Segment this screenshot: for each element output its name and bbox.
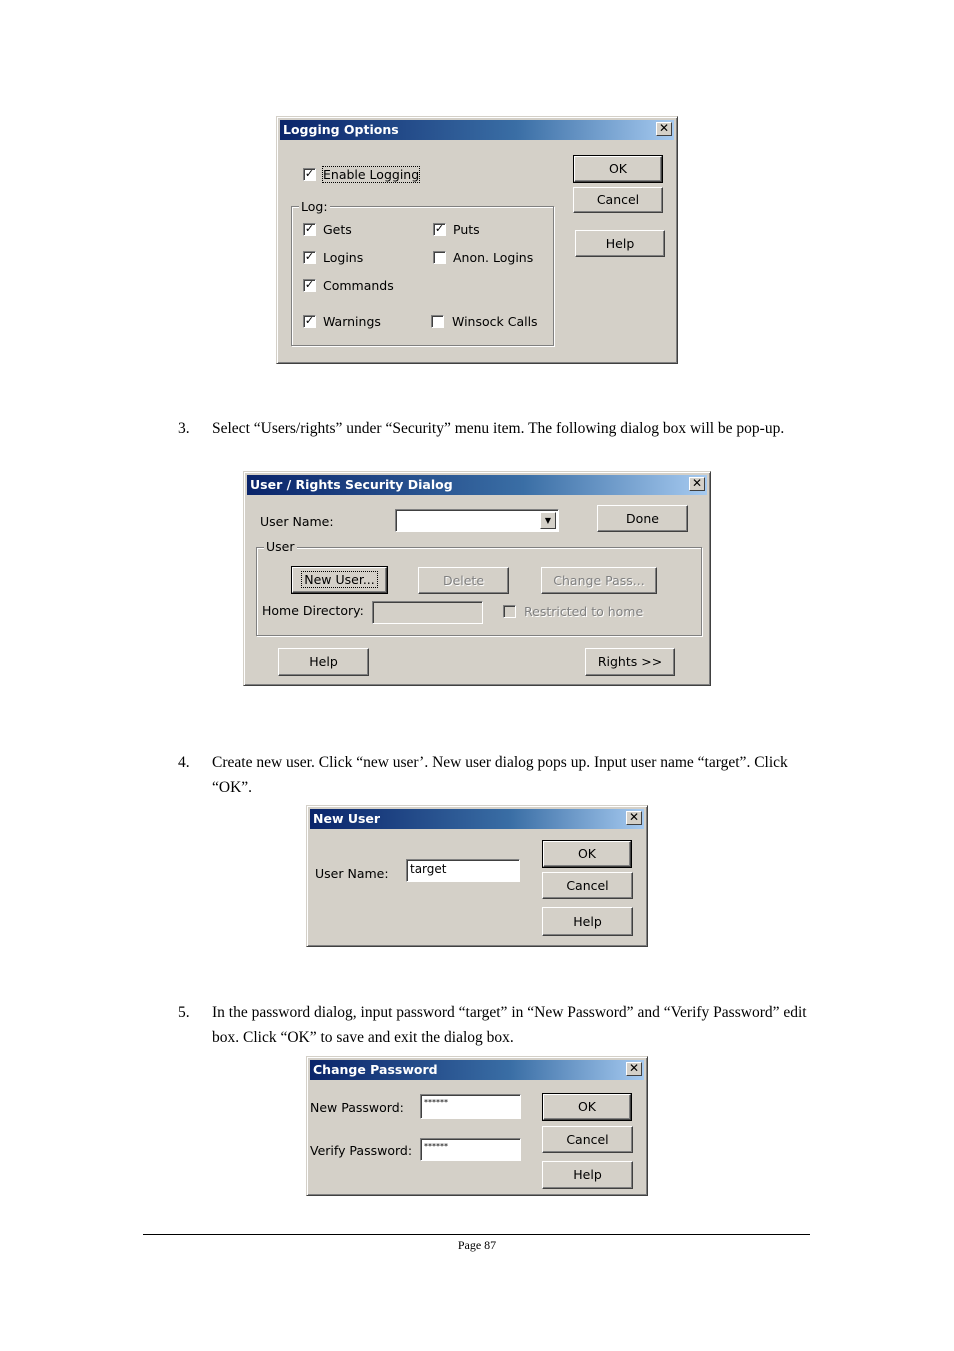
- dialog-title: Logging Options: [283, 122, 399, 137]
- ok-button[interactable]: [543, 841, 631, 867]
- restricted-to-home-label: Restricted to home: [524, 604, 644, 619]
- home-directory-input[interactable]: [372, 601, 483, 624]
- footer-divider: [143, 1234, 810, 1235]
- ok-button[interactable]: [574, 156, 662, 182]
- check-icon: ✓: [304, 278, 315, 291]
- help-button-label: Help: [605, 236, 635, 251]
- delete-button[interactable]: [418, 567, 509, 594]
- cancel-button-label: Cancel: [596, 192, 640, 207]
- new-user-button[interactable]: [292, 567, 387, 593]
- user-name-label: User Name:: [260, 514, 334, 529]
- gets-checkbox[interactable]: [303, 223, 316, 236]
- commands-label: Commands: [323, 278, 394, 293]
- help-button[interactable]: [278, 648, 369, 676]
- dialog-title: User / Rights Security Dialog: [250, 477, 453, 492]
- close-icon[interactable]: ✕: [656, 122, 672, 136]
- cancel-button[interactable]: [573, 187, 663, 213]
- user-name-value: target: [410, 862, 447, 876]
- new-password-value: ******: [424, 1098, 448, 1107]
- change-pass-button-label: Change Pass...: [553, 573, 645, 588]
- log-group-label: Log:: [301, 199, 328, 214]
- enable-logging-label: Enable Logging: [323, 167, 420, 182]
- user-rights-dialog: [243, 471, 711, 686]
- help-button[interactable]: [542, 907, 633, 936]
- help-button-label: Help: [573, 914, 602, 929]
- new-password-input[interactable]: [420, 1094, 521, 1119]
- rights-button[interactable]: [585, 648, 675, 676]
- help-button-label: Help: [573, 1167, 602, 1182]
- rights-button-label: Rights >>: [597, 654, 663, 669]
- chevron-down-icon[interactable]: ▼: [540, 512, 556, 529]
- titlebar: [310, 809, 644, 829]
- ok-button[interactable]: [543, 1094, 631, 1120]
- cancel-button[interactable]: [542, 872, 633, 899]
- help-button[interactable]: [542, 1161, 633, 1189]
- dialog-title: Change Password: [313, 1062, 438, 1077]
- puts-checkbox[interactable]: [433, 223, 446, 236]
- new-user-button-label: New User...: [304, 572, 375, 587]
- dialog-title: New User: [313, 811, 381, 826]
- user-group-label: User: [266, 539, 295, 554]
- ok-button-label: OK: [577, 846, 597, 861]
- user-name-label: User Name:: [315, 866, 389, 881]
- titlebar: [310, 1060, 644, 1080]
- check-icon: ✓: [304, 167, 315, 180]
- verify-password-value: ******: [424, 1142, 448, 1151]
- commands-checkbox[interactable]: [303, 279, 316, 292]
- help-button-label: Help: [309, 654, 338, 669]
- step-number: 5.: [178, 1004, 190, 1021]
- close-icon[interactable]: ✕: [626, 811, 642, 825]
- user-name-combobox[interactable]: [395, 509, 559, 532]
- logins-label: Logins: [323, 250, 364, 265]
- logins-checkbox[interactable]: [303, 251, 316, 264]
- home-directory-label: Home Directory:: [262, 603, 364, 618]
- ok-button-label: OK: [577, 1099, 597, 1114]
- ok-button-label: OK: [608, 161, 628, 176]
- step-text: Select “Users/rights” under “Security” menu item. The following dialog box will be pop-up.: [212, 420, 785, 437]
- titlebar: [280, 120, 674, 140]
- check-icon: ✓: [304, 222, 315, 235]
- step-text: Create new user. Click “new user’. New user dialog pops up. Input user name “target”. Click “OK”.: [212, 754, 788, 796]
- new-password-label: New Password:: [310, 1100, 404, 1115]
- step-number: 4.: [178, 754, 190, 771]
- verify-password-input[interactable]: [420, 1138, 521, 1161]
- enable-logging-checkbox[interactable]: [303, 168, 316, 181]
- change-password-dialog: [306, 1056, 648, 1196]
- gets-label: Gets: [323, 222, 352, 237]
- close-icon[interactable]: ✕: [626, 1062, 642, 1076]
- warnings-label: Warnings: [323, 314, 381, 329]
- done-button-label: Done: [626, 511, 659, 526]
- delete-button-label: Delete: [442, 573, 485, 588]
- step-text: In the password dialog, input password “target” in “New Password” and “Verify Password” edit box. Click “OK” to save and exit the dialog box.: [212, 1004, 807, 1046]
- logging-options-dialog: [276, 116, 678, 364]
- step-number: 3.: [178, 420, 190, 437]
- check-icon: ✓: [304, 314, 315, 327]
- cancel-button[interactable]: [542, 1126, 633, 1153]
- titlebar: [247, 475, 707, 495]
- anon-logins-label: Anon. Logins: [453, 250, 534, 265]
- page-number: Page 87: [457, 1238, 497, 1252]
- change-pass-button[interactable]: [541, 567, 657, 594]
- check-icon: ✓: [304, 250, 315, 263]
- cancel-button-label: Cancel: [566, 878, 609, 893]
- warnings-checkbox[interactable]: [303, 315, 316, 328]
- anon-logins-checkbox[interactable]: [433, 251, 446, 264]
- new-user-dialog: [306, 805, 648, 947]
- winsock-calls-label: Winsock Calls: [452, 314, 538, 329]
- verify-password-label: Verify Password:: [310, 1143, 413, 1158]
- user-name-input[interactable]: [406, 859, 520, 882]
- close-icon[interactable]: ✕: [689, 477, 705, 491]
- help-button[interactable]: [575, 230, 665, 257]
- cancel-button-label: Cancel: [566, 1132, 609, 1147]
- puts-label: Puts: [453, 222, 480, 237]
- winsock-calls-checkbox[interactable]: [431, 315, 444, 328]
- check-icon: ✓: [434, 222, 445, 235]
- done-button[interactable]: [597, 505, 688, 532]
- restricted-to-home-checkbox[interactable]: [503, 605, 516, 618]
